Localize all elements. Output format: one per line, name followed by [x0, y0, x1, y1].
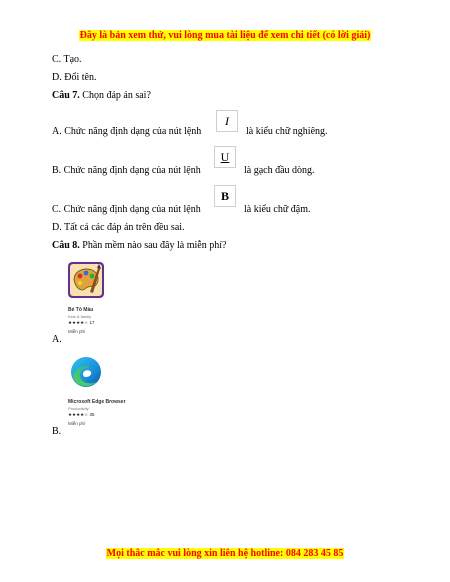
bottom-banner	[0, 543, 450, 561]
question-8-label: Câu 8.	[52, 240, 80, 251]
question-7-text: Chọn đáp án sai?	[79, 90, 151, 101]
app-category: Kids & family	[68, 314, 92, 319]
app-rating	[68, 320, 128, 326]
option-a-q7-pre: A. Chức năng định dạng của nút lệnh	[52, 126, 202, 137]
bold-button-icon: B	[214, 185, 236, 207]
star-rating-icon: ★★★★☆	[68, 412, 89, 417]
app-rating	[68, 412, 128, 418]
option-b-q8: B.	[52, 426, 62, 437]
app-name: Microsoft Edge Browser	[68, 399, 126, 405]
app-price: Miễn phí	[68, 421, 86, 426]
app-category: Productivity	[68, 406, 89, 411]
option-a-q7-post: là kiểu chữ nghiêng.	[246, 126, 328, 137]
bottom-banner-text: Mọi thắc mắc vui lòng xin liên hệ hotline: 084 283 45 85	[106, 548, 344, 559]
question-7	[52, 90, 151, 101]
italic-button-icon: I	[216, 110, 238, 132]
top-banner	[0, 25, 450, 43]
question-8-text: Phần mềm nào sau đây là miễn phí?	[79, 240, 227, 251]
app-card-be-to-mau	[68, 262, 128, 334]
option-b-q7-post: là gạch đầu dòng.	[244, 165, 315, 176]
star-rating-icon: ★★★★☆	[68, 320, 89, 325]
option-a-q8: A.	[52, 334, 62, 345]
top-banner-text: Đây là bản xem thử, vui lòng mua tài liệu để xem chi tiết (có lời giải)	[79, 30, 371, 41]
underline-button-icon: U	[214, 146, 236, 168]
option-c-q6: C. Tạo.	[52, 54, 82, 65]
option-c-q7-pre: C. Chức năng định dạng của nút lệnh	[52, 204, 201, 215]
rating-count: 17	[89, 320, 95, 325]
app-price: Miễn phí	[68, 329, 86, 334]
app-name: Bé Tô Màu	[68, 307, 94, 313]
paint-palette-icon	[68, 262, 104, 298]
option-a-q7	[52, 126, 201, 137]
edge-browser-icon	[68, 354, 104, 390]
option-d-q7: D. Tất cả các đáp án trên đều sai.	[52, 222, 185, 233]
option-b-q7	[52, 165, 201, 176]
option-b-q7-pre: B. Chức năng định dạng của nút lệnh	[52, 165, 201, 176]
app-card-microsoft-edge	[68, 354, 128, 426]
rating-count: 35	[89, 412, 95, 417]
option-c-q7-post: là kiểu chữ đậm.	[244, 204, 311, 215]
question-7-label: Câu 7.	[52, 90, 80, 101]
question-8	[52, 240, 226, 251]
option-c-q7	[52, 204, 201, 215]
option-d-q6: D. Đổi tên.	[52, 72, 97, 83]
